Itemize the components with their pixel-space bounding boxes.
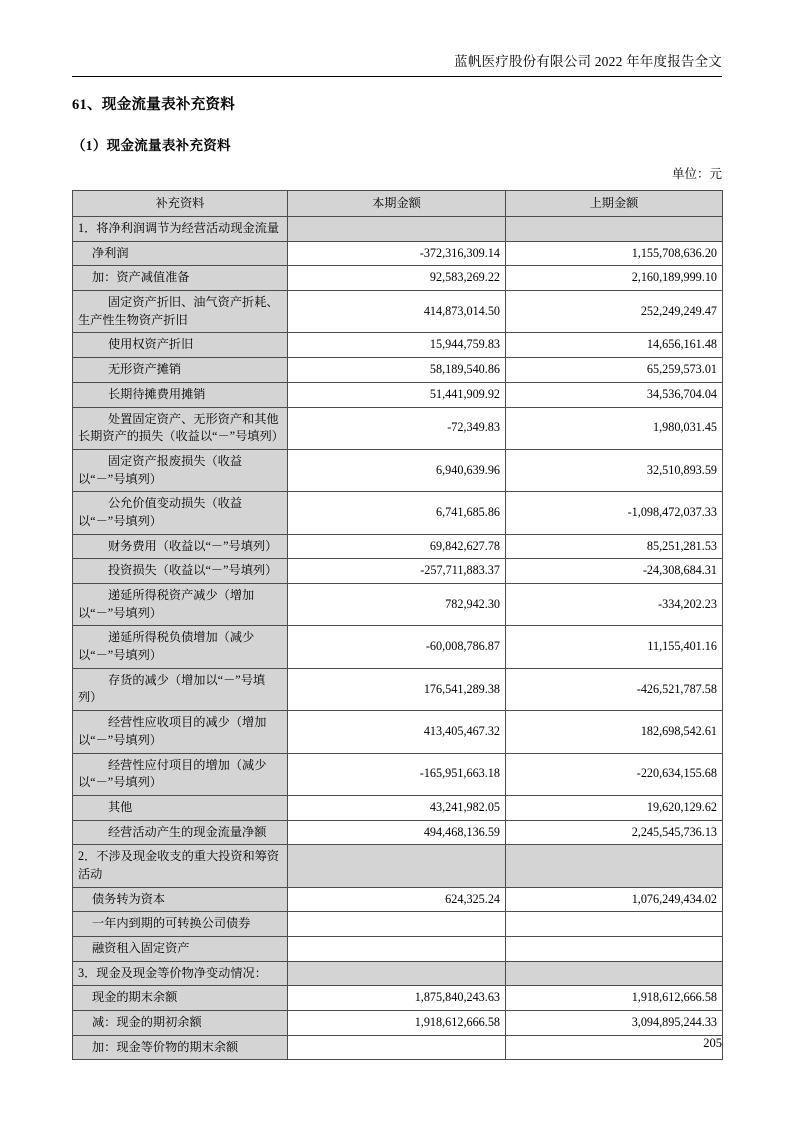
row-current-amount: 782,942.30 xyxy=(288,584,506,626)
row-label: 加：资产减值准备 xyxy=(73,266,288,291)
row-previous-amount: -220,634,155.68 xyxy=(506,753,723,795)
table-row xyxy=(73,407,723,449)
table-row xyxy=(73,217,723,242)
row-label: 经营性应收项目的减少（增加以“－”号填列） xyxy=(73,711,288,753)
table-row xyxy=(73,887,723,912)
row-previous-amount xyxy=(506,937,723,962)
section-title: 61、现金流量表补充资料 xyxy=(72,97,236,113)
row-label: 长期待摊费用摊销 xyxy=(73,382,288,407)
row-current-amount: 51,441,909.92 xyxy=(288,382,506,407)
column-header-previous: 上期金额 xyxy=(506,191,723,217)
row-current-amount: 494,468,136.59 xyxy=(288,820,506,845)
table-row xyxy=(73,449,723,491)
row-label: 财务费用（收益以“－”号填列） xyxy=(73,534,288,559)
table-row xyxy=(73,241,723,266)
row-previous-amount: 3,094,895,244.33 xyxy=(506,1011,723,1036)
row-previous-amount: 65,259,573.01 xyxy=(506,358,723,383)
cash-flow-supplement-table xyxy=(72,190,723,1060)
row-current-amount xyxy=(288,845,506,887)
row-current-amount xyxy=(288,937,506,962)
row-current-amount xyxy=(288,1035,506,1060)
table-row xyxy=(73,937,723,962)
row-previous-amount: 14,656,161.48 xyxy=(506,333,723,358)
row-label: 净利润 xyxy=(73,241,288,266)
table-row xyxy=(73,668,723,710)
row-current-amount: 176,541,289.38 xyxy=(288,668,506,710)
row-previous-amount: 85,251,281.53 xyxy=(506,534,723,559)
row-current-amount: 1,918,612,666.58 xyxy=(288,1011,506,1036)
row-section-label: 1．将净利润调节为经营活动现金流量 xyxy=(73,217,288,242)
table-row xyxy=(73,534,723,559)
row-current-amount xyxy=(288,217,506,242)
table-row xyxy=(73,795,723,820)
row-previous-amount xyxy=(506,1035,723,1060)
table-header-row xyxy=(73,191,723,217)
table-row xyxy=(73,753,723,795)
table-row xyxy=(73,358,723,383)
row-previous-amount: 1,155,708,636.20 xyxy=(506,241,723,266)
row-section-label: 2．不涉及现金收支的重大投资和筹资活动 xyxy=(73,845,288,887)
row-current-amount: 15,944,759.83 xyxy=(288,333,506,358)
table-row xyxy=(73,291,723,333)
table-row xyxy=(73,382,723,407)
table-row xyxy=(73,961,723,986)
row-current-amount: -257,711,883.37 xyxy=(288,559,506,584)
table-row xyxy=(73,492,723,534)
row-previous-amount xyxy=(506,217,723,242)
row-previous-amount: 1,918,612,666.58 xyxy=(506,986,723,1011)
row-previous-amount: 2,245,545,736.13 xyxy=(506,820,723,845)
row-current-amount: 414,873,014.50 xyxy=(288,291,506,333)
row-label: 公允价值变动损失（收益以“－”号填列） xyxy=(73,492,288,534)
table-row xyxy=(73,1011,723,1036)
row-label: 递延所得税资产减少（增加以“－”号填列） xyxy=(73,584,288,626)
row-label: 处置固定资产、无形资产和其他长期资产的损失（收益以“－”号填列） xyxy=(73,407,288,449)
row-label: 融资租入固定资产 xyxy=(73,937,288,962)
running-header: 蓝帆医疗股份有限公司 2022 年年度报告全文 xyxy=(454,54,722,69)
row-previous-amount xyxy=(506,845,723,887)
row-current-amount xyxy=(288,912,506,937)
table-row xyxy=(73,559,723,584)
row-current-amount: 43,241,982.05 xyxy=(288,795,506,820)
table-row xyxy=(73,845,723,887)
row-previous-amount: 252,249,249.47 xyxy=(506,291,723,333)
row-current-amount: 58,189,540.86 xyxy=(288,358,506,383)
row-current-amount: 69,842,627.78 xyxy=(288,534,506,559)
row-label: 其他 xyxy=(73,795,288,820)
row-current-amount: 413,405,467.32 xyxy=(288,711,506,753)
row-previous-amount: 34,536,704.04 xyxy=(506,382,723,407)
row-previous-amount: 1,076,249,434.02 xyxy=(506,887,723,912)
row-label: 一年内到期的可转换公司债券 xyxy=(73,912,288,937)
row-label: 经营活动产生的现金流量净额 xyxy=(73,820,288,845)
table-row xyxy=(73,1035,723,1060)
table-row xyxy=(73,711,723,753)
row-label: 债务转为资本 xyxy=(73,887,288,912)
row-label: 加：现金等价物的期末余额 xyxy=(73,1035,288,1060)
row-previous-amount: -334,202.23 xyxy=(506,584,723,626)
table-row xyxy=(73,266,723,291)
row-label: 固定资产折旧、油气资产折耗、生产性生物资产折旧 xyxy=(73,291,288,333)
table-row xyxy=(73,626,723,668)
row-current-amount: 1,875,840,243.63 xyxy=(288,986,506,1011)
row-label: 经营性应付项目的增加（减少以“－”号填列） xyxy=(73,753,288,795)
table-row xyxy=(73,912,723,937)
subsection-title: （1）现金流量表补充资料 xyxy=(72,138,231,153)
table-row xyxy=(73,986,723,1011)
page-number: 205 xyxy=(703,1036,722,1050)
row-current-amount: -60,008,786.87 xyxy=(288,626,506,668)
row-current-amount: -72,349.83 xyxy=(288,407,506,449)
row-previous-amount: 1,980,031.45 xyxy=(506,407,723,449)
row-previous-amount: 19,620,129.62 xyxy=(506,795,723,820)
unit-label: 单位：元 xyxy=(671,167,722,181)
row-label: 使用权资产折旧 xyxy=(73,333,288,358)
row-previous-amount: -24,308,684.31 xyxy=(506,559,723,584)
row-previous-amount xyxy=(506,912,723,937)
row-previous-amount: 32,510,893.59 xyxy=(506,449,723,491)
row-label: 固定资产报废损失（收益以“－”号填列） xyxy=(73,449,288,491)
row-current-amount xyxy=(288,961,506,986)
row-previous-amount: 2,160,189,999.10 xyxy=(506,266,723,291)
header-divider xyxy=(72,76,722,77)
row-label: 递延所得税负债增加（减少以“－”号填列） xyxy=(73,626,288,668)
row-previous-amount: -426,521,787.58 xyxy=(506,668,723,710)
column-header-current: 本期金额 xyxy=(288,191,506,217)
row-current-amount: -165,951,663.18 xyxy=(288,753,506,795)
row-previous-amount: -1,098,472,037.33 xyxy=(506,492,723,534)
row-current-amount: 6,741,685.86 xyxy=(288,492,506,534)
row-section-label: 3．现金及现金等价物净变动情况： xyxy=(73,961,288,986)
row-previous-amount: 182,698,542.61 xyxy=(506,711,723,753)
row-current-amount: 92,583,269.22 xyxy=(288,266,506,291)
column-header-item: 补充资料 xyxy=(73,191,288,217)
row-current-amount: 6,940,639.96 xyxy=(288,449,506,491)
row-label: 存货的减少（增加以“－”号填列） xyxy=(73,668,288,710)
table-row xyxy=(73,584,723,626)
row-label: 现金的期末余额 xyxy=(73,986,288,1011)
row-previous-amount: 11,155,401.16 xyxy=(506,626,723,668)
row-current-amount: 624,325.24 xyxy=(288,887,506,912)
table-row xyxy=(73,820,723,845)
row-current-amount: -372,316,309.14 xyxy=(288,241,506,266)
row-label: 投资损失（收益以“－”号填列） xyxy=(73,559,288,584)
table-row xyxy=(73,333,723,358)
row-label: 减：现金的期初余额 xyxy=(73,1011,288,1036)
row-label: 无形资产摊销 xyxy=(73,358,288,383)
row-previous-amount xyxy=(506,961,723,986)
